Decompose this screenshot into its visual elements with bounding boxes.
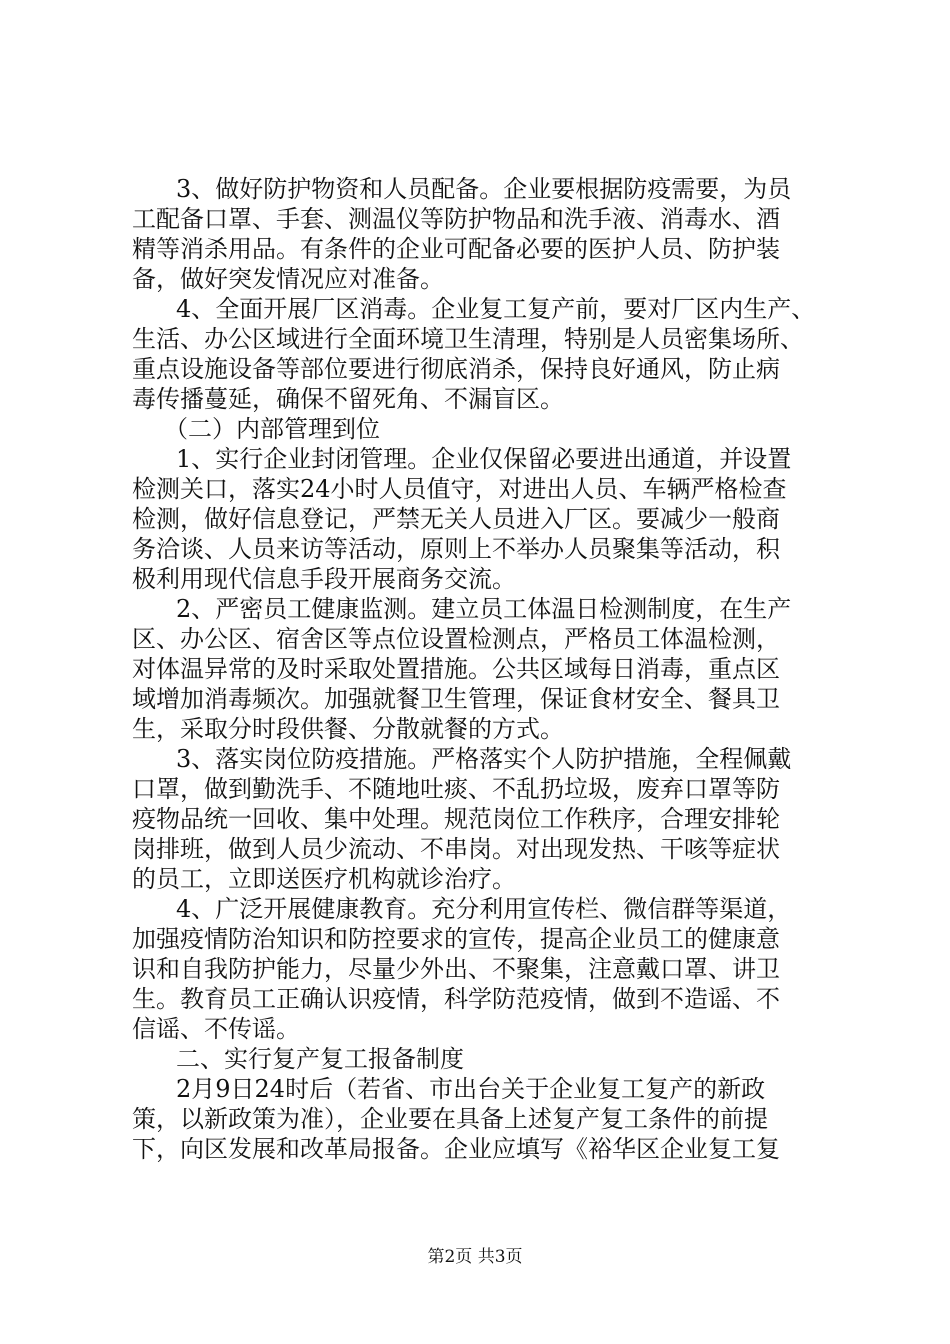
- paragraph-line: 疫物品统一回收、集中处理。规范岗位工作秩序，合理安排轮: [132, 805, 780, 833]
- paragraph-line: 毒传播蔓延，确保不留死角、不漏盲区。: [132, 385, 564, 413]
- paragraph-line: 域增加消毒频次。加强就餐卫生管理，保证食材安全、餐具卫: [132, 685, 780, 713]
- paragraph-line: 策，以新政策为准），企业要在具备上述复产复工条件的前提: [132, 1105, 768, 1133]
- paragraph-line: 重点设施设备等部位要进行彻底消杀，保持良好通风，防止病: [132, 355, 780, 383]
- paragraph-line: 3、落实岗位防疫措施。严格落实个人防护措施，全程佩戴: [176, 745, 792, 773]
- paragraph-line: 生。教育员工正确认识疫情，科学防范疫情，做到不造谣、不: [132, 985, 780, 1013]
- paragraph-line: 工配备口罩、手套、测温仪等防护物品和洗手液、消毒水、酒: [132, 205, 780, 233]
- paragraph-line: 4、全面开展厂区消毒。企业复工复产前，要对厂区内生产、: [176, 295, 816, 323]
- paragraph-line: 识和自我防护能力，尽量少外出、不聚集，注意戴口罩、讲卫: [132, 955, 780, 983]
- paragraph-line: 对体温异常的及时采取处置措施。公共区域每日消毒，重点区: [132, 655, 780, 683]
- paragraph-line: 2月9日24时后（若省、市出台关于企业复工复产的新政: [176, 1075, 766, 1103]
- paragraph-line: 检测关口，落实24小时人员值守，对进出人员、车辆严格检查: [132, 475, 787, 503]
- paragraph-line: 2、严密员工健康监测。建立员工体温日检测制度，在生产: [176, 595, 792, 623]
- paragraph-line: 3、做好防护物资和人员配备。企业要根据防疫需要，为员: [176, 175, 792, 203]
- paragraph-line: 的员工，立即送医疗机构就诊治疗。: [132, 865, 516, 893]
- paragraph-line: 区、办公区、宿舍区等点位设置检测点，严格员工体温检测，: [132, 625, 780, 653]
- paragraph-line: 1、实行企业封闭管理。企业仅保留必要进出通道，并设置: [176, 445, 792, 473]
- paragraph-line: 备，做好突发情况应对准备。: [132, 265, 444, 293]
- paragraph-line: 精等消杀用品。有条件的企业可配备必要的医护人员、防护装: [132, 235, 780, 263]
- paragraph-line: 加强疫情防治知识和防控要求的宣传，提高企业员工的健康意: [132, 925, 780, 953]
- paragraph-line: 务洽谈、人员来访等活动，原则上不举办人员聚集等活动，积: [132, 535, 780, 563]
- section-heading: 二、实行复产复工报备制度: [176, 1045, 464, 1073]
- paragraph-line: 极利用现代信息手段开展商务交流。: [132, 565, 516, 593]
- paragraph-line: 信谣、不传谣。: [132, 1015, 300, 1043]
- paragraph-line: 生，采取分时段供餐、分散就餐的方式。: [132, 715, 564, 743]
- page-footer: [0, 1245, 950, 1269]
- page-number-label: 第2页 共3页: [427, 1247, 523, 1267]
- paragraph-line: 检测，做好信息登记，严禁无关人员进入厂区。要减少一般商: [132, 505, 780, 533]
- paragraph-line: 岗排班，做到人员少流动、不串岗。对出现发热、干咳等症状: [132, 835, 780, 863]
- paragraph-line: 生活、办公区域进行全面环境卫生清理，特别是人员密集场所、: [132, 325, 804, 353]
- paragraph-line: 4、广泛开展健康教育。充分利用宣传栏、微信群等渠道，: [176, 895, 792, 923]
- section-heading: （二）内部管理到位: [164, 415, 380, 443]
- paragraph-line: 下，向区发展和改革局报备。企业应填写《裕华区企业复工复: [132, 1135, 780, 1163]
- paragraph-line: 口罩，做到勤洗手、不随地吐痰、不乱扔垃圾，废弃口罩等防: [132, 775, 780, 803]
